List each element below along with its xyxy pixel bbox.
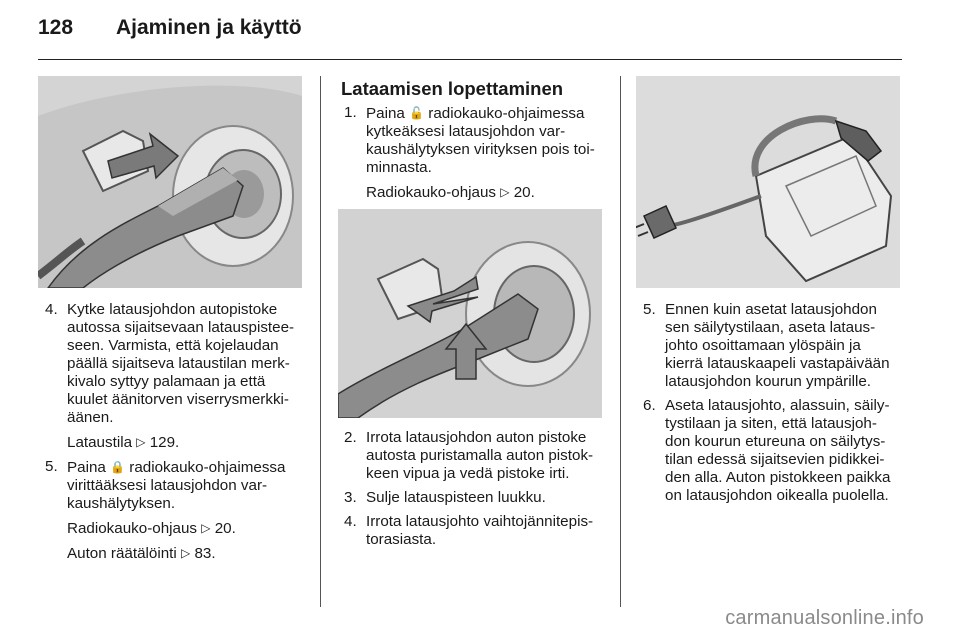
text-line: tilan edessä sijaitsevien pidikkei-	[665, 451, 885, 468]
step-4-connect	[42, 301, 310, 427]
cross-reference[interactable]	[42, 544, 310, 563]
step-number: 2.	[344, 429, 357, 446]
step-2-unplug	[341, 429, 606, 483]
text-line: kivalo syttyy palamaan ja että	[67, 373, 266, 390]
page-title: Ajaminen ja käyttö	[116, 16, 302, 39]
step-number: 5.	[643, 301, 656, 318]
step-number: 3.	[344, 489, 357, 506]
cross-reference[interactable]	[42, 433, 310, 452]
text-line: Irrota latausjohdon auton pistoke	[366, 429, 587, 446]
figure-plug-removing	[338, 209, 602, 418]
text-line: johto osoittamaan ylöspäin ja	[665, 337, 861, 354]
text-line: autossa sijaitsevaan latauspistee-	[67, 319, 295, 336]
text-line: päällä sijaitseva lataustilan merk-	[67, 355, 290, 372]
header-rule	[38, 59, 902, 60]
cross-reference[interactable]	[341, 183, 606, 202]
text-line: radiokauko-ohjaimessa	[428, 105, 585, 122]
step-5-coil-cable	[640, 301, 908, 391]
ref-page: 129.	[149, 434, 180, 451]
ref-label: Radiokauko-ohjaus	[67, 520, 198, 537]
figure-plug-connecting	[38, 76, 302, 288]
text-line: kytkeäksesi latausjohdon var-	[366, 123, 566, 140]
text-line: Paina	[67, 459, 106, 476]
text-line: Irrota latausjohto vaihtojännitepis-	[366, 513, 594, 530]
text-line: radiokauko-ohjaimessa	[129, 459, 286, 476]
ref-arrow-icon: ▷	[181, 546, 191, 560]
watermark: carmanualsonline.info	[725, 607, 924, 629]
page-header	[38, 16, 302, 40]
right-column-text	[640, 301, 908, 511]
figure-cable-storage	[636, 76, 900, 288]
text-line: kierrä latauskaapeli vastapäivään	[665, 355, 890, 372]
text-line: virittääksesi latausjohdon var-	[67, 477, 268, 494]
ref-page: 83.	[194, 545, 216, 562]
column-divider-left	[320, 76, 321, 607]
ref-arrow-icon: ▷	[500, 185, 510, 199]
ref-label: Radiokauko-ohjaus	[366, 184, 497, 201]
step-1-disarm	[341, 104, 606, 177]
column-divider-right	[620, 76, 621, 607]
unlock-icon: 🔓	[409, 106, 425, 120]
step-number: 4.	[45, 301, 58, 318]
text-line: Kytke latausjohdon autopistoke	[67, 301, 278, 318]
text-line: den alla. Auton pistokkeen paikka	[665, 469, 891, 486]
text-line: autosta puristamalla auton pistok-	[366, 447, 594, 464]
middle-column-text-top	[341, 80, 606, 208]
page-number: 128	[38, 16, 74, 39]
text-line: tystilaan ja siten, että latausjoh-	[665, 415, 877, 432]
text-line: kaushälytyksen virityksen pois toi-	[366, 141, 595, 158]
text-line: Paina	[366, 105, 405, 122]
text-line: minnasta.	[366, 159, 432, 176]
text-line: äänen.	[67, 409, 114, 426]
ref-label: Lataustila	[67, 434, 133, 451]
step-4-disconnect-mains	[341, 513, 606, 549]
step-number: 4.	[344, 513, 357, 530]
step-number: 5.	[45, 458, 58, 475]
lock-icon: 🔒	[110, 460, 126, 474]
step-3-close-flap	[341, 489, 606, 507]
step-number: 6.	[643, 397, 656, 414]
ref-arrow-icon: ▷	[201, 521, 211, 535]
text-line: keen vipua ja vedä pistoke irti.	[366, 465, 570, 482]
text-line: don kourun etureuna on säilytys-	[665, 433, 886, 450]
step-6-store-cable	[640, 397, 908, 505]
step-5-arm-alarm	[42, 458, 310, 513]
section-heading: Lataamisen lopettaminen	[341, 78, 564, 99]
text-line: Sulje latauspisteen luukku.	[366, 489, 546, 506]
text-line: kuulet äänitorven viserrysmerkki-	[67, 391, 289, 408]
middle-column-text-bottom	[341, 429, 606, 555]
text-line: Ennen kuin asetat latausjohdon	[665, 301, 877, 318]
step-number: 1.	[344, 104, 357, 121]
ref-arrow-icon: ▷	[136, 435, 146, 449]
text-line: latausjohdon kourun ympärille.	[665, 373, 871, 390]
text-line: sen säilytystilaan, aseta lataus-	[665, 319, 876, 336]
text-line: torasiasta.	[366, 531, 437, 548]
ref-page: 20.	[214, 520, 236, 537]
left-column-text	[42, 301, 310, 569]
text-line: Aseta latausjohto, alassuin, säily-	[665, 397, 890, 414]
ref-label: Auton räätälöinti	[67, 545, 177, 562]
text-line: on latausjohdon oikealla puolella.	[665, 487, 889, 504]
text-line: seen. Varmista, että kojelaudan	[67, 337, 279, 354]
cross-reference[interactable]	[42, 519, 310, 538]
text-line: kaushälytyksen.	[67, 495, 176, 512]
ref-page: 20.	[513, 184, 535, 201]
